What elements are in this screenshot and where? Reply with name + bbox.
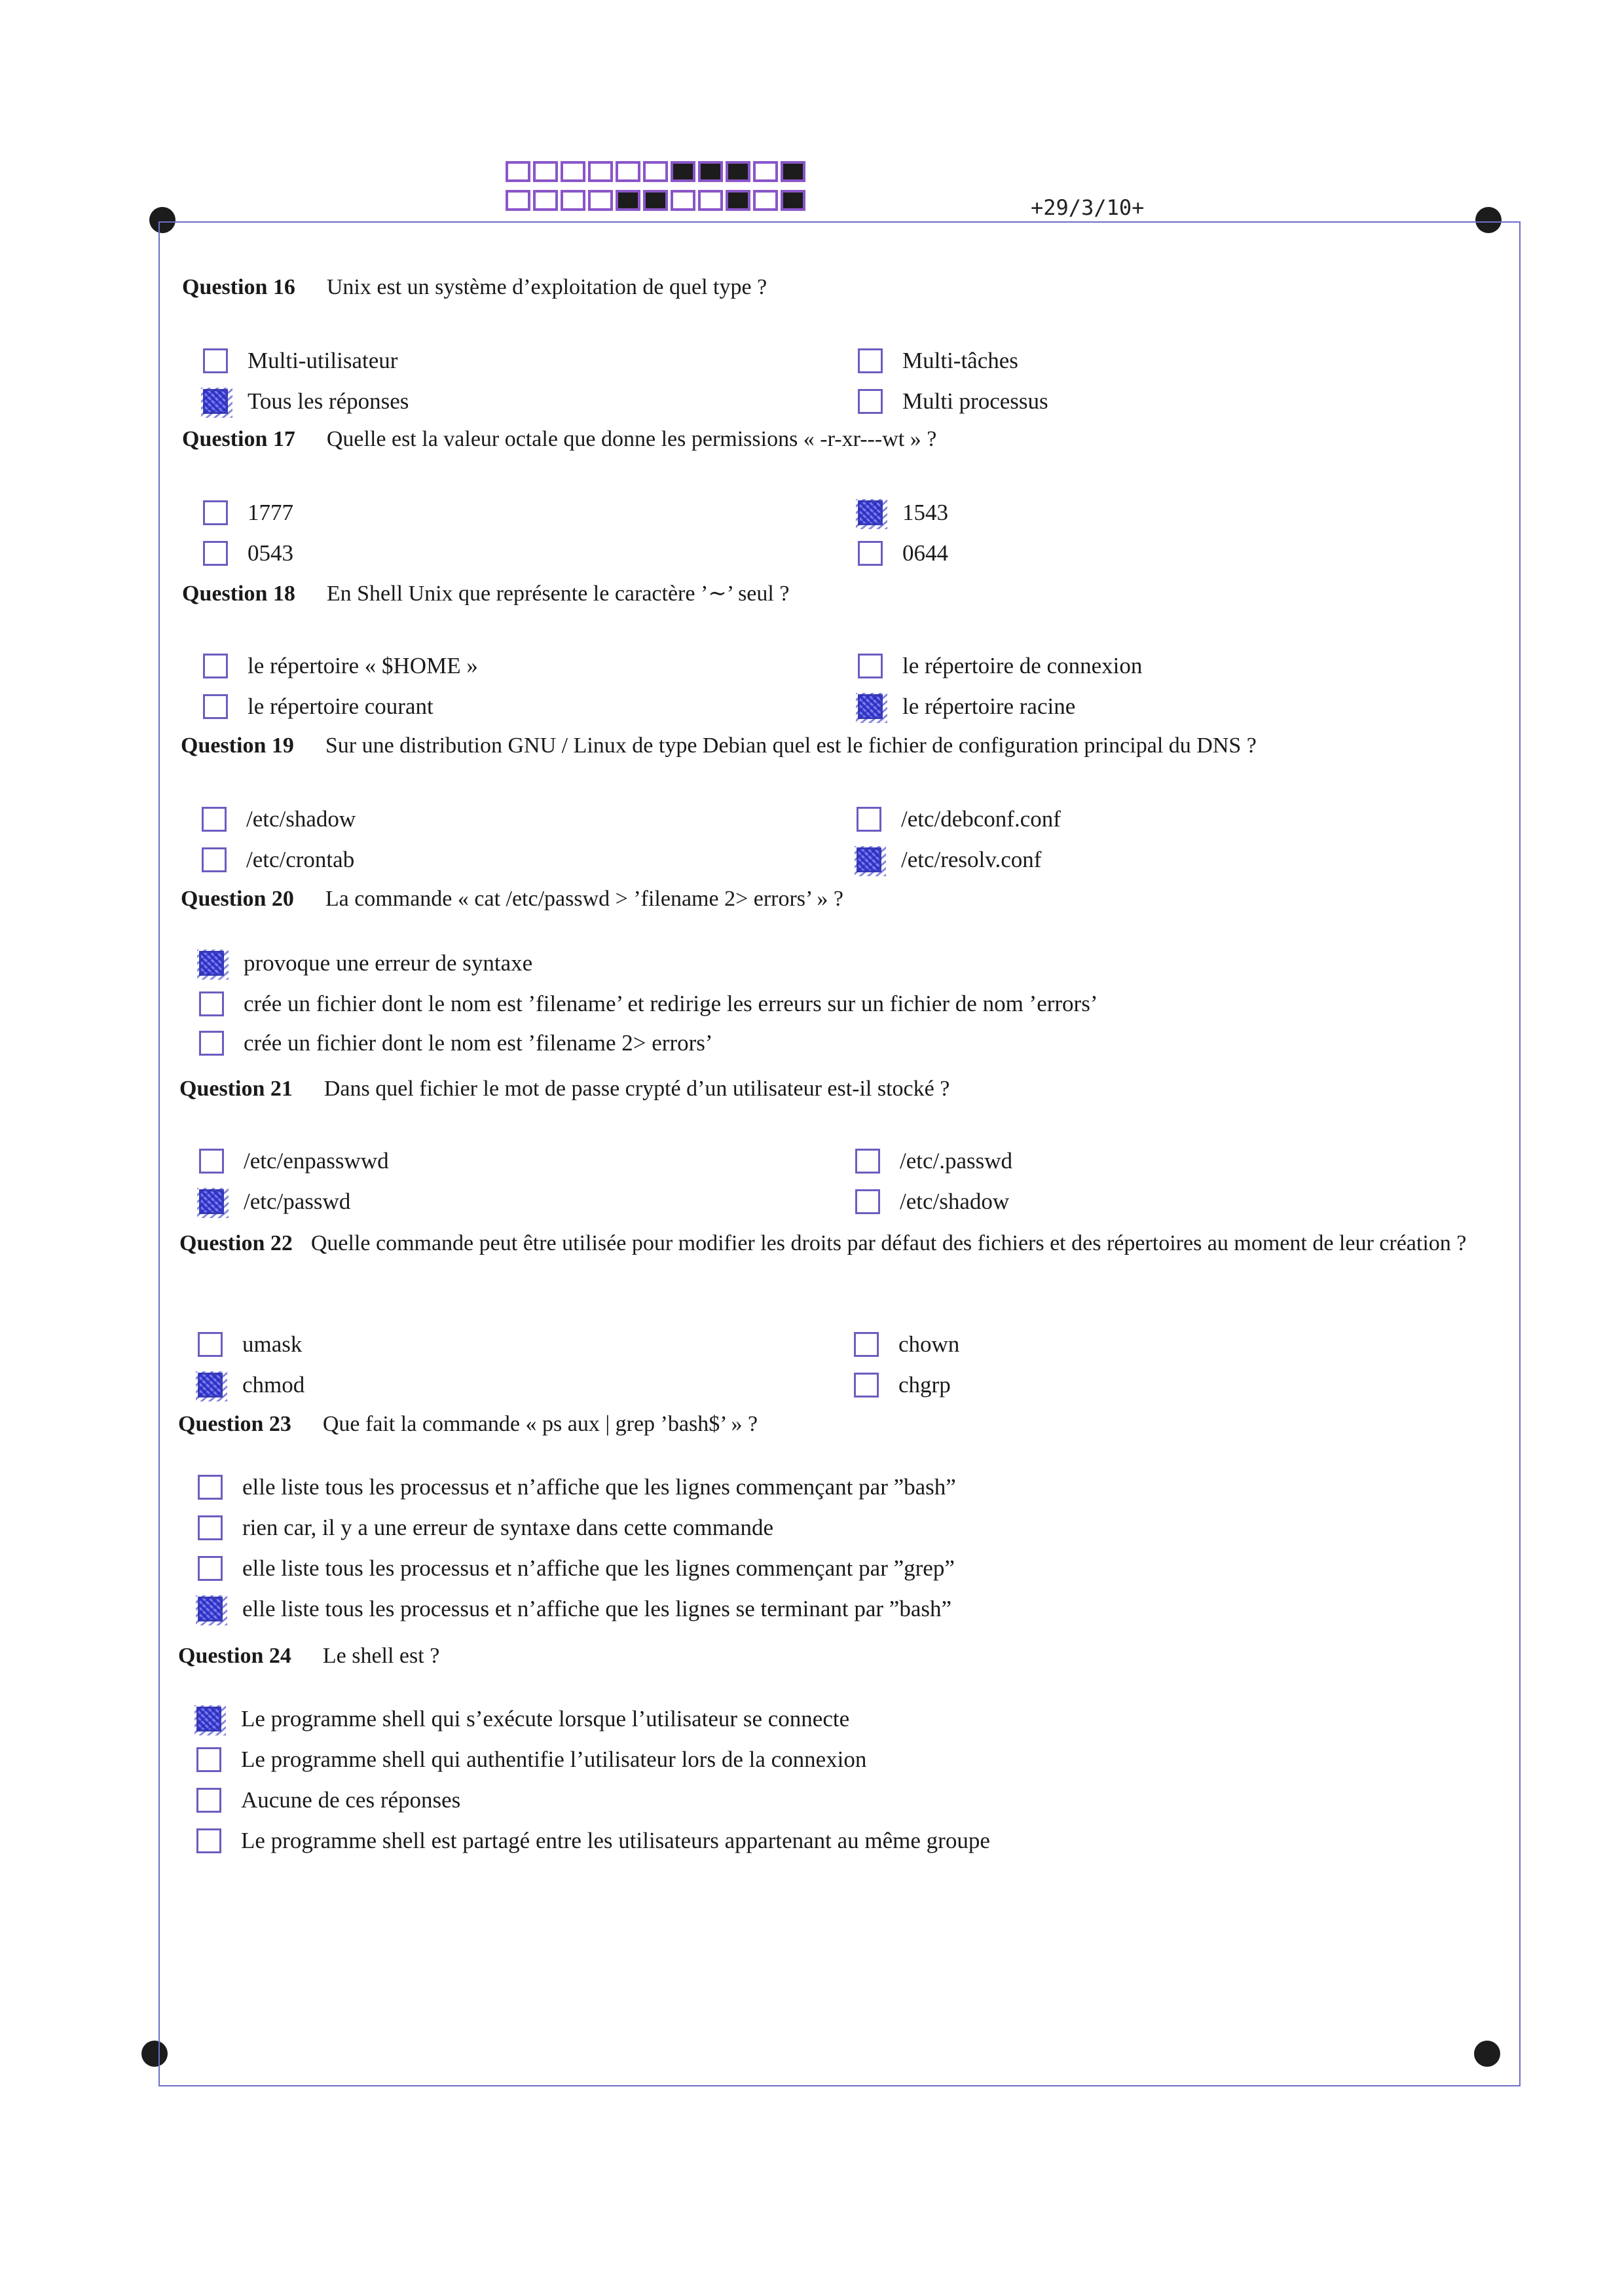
answer-label: elle liste tous les processus et n’affiche que les lignes commençant par ”bash” (242, 1474, 956, 1500)
question-number: Question 22 (179, 1231, 293, 1255)
answer-option[interactable] (198, 1596, 951, 1622)
page-identifier: +29/3/10+ (1031, 195, 1145, 220)
checkbox-checked[interactable] (858, 500, 883, 525)
answer-option[interactable] (202, 806, 356, 832)
code-cell (588, 190, 613, 211)
answer-option[interactable] (858, 348, 1018, 374)
question-text: Quelle commande peut être utilisée pour modifier les droits par défaut des fichiers et des répertoires au moment de leur création ? (310, 1231, 1467, 1255)
answer-label: 0543 (248, 540, 293, 566)
answer-label: /etc/debconf.conf (901, 806, 1061, 832)
answer-option[interactable] (199, 991, 1098, 1017)
answer-option[interactable] (199, 950, 532, 976)
checkbox[interactable] (855, 1189, 880, 1214)
checkbox[interactable] (203, 500, 228, 525)
checkbox[interactable] (854, 1332, 879, 1357)
answer-option[interactable] (858, 653, 1142, 679)
answer-option[interactable] (855, 1148, 1012, 1174)
checkbox[interactable] (855, 1149, 880, 1174)
checkbox[interactable] (196, 1828, 221, 1853)
checkbox[interactable] (199, 1031, 224, 1056)
answer-label: crée un fichier dont le nom est ’filename 2> errors’ (244, 1030, 713, 1056)
code-cell (671, 161, 695, 182)
answer-label: /etc/enpasswwd (244, 1148, 389, 1174)
answer-label: Multi processus (902, 388, 1048, 414)
answer-label: le répertoire racine (902, 694, 1076, 719)
answer-label: Le programme shell qui s’exécute lorsque l’utilisateur se connecte (241, 1706, 850, 1731)
answer-label: elle liste tous les processus et n’affiche que les lignes se terminant par ”bash” (242, 1596, 952, 1621)
code-cell (643, 161, 668, 182)
code-cell (533, 190, 558, 211)
answer-label: le répertoire de connexion (902, 653, 1143, 678)
code-cell (561, 161, 585, 182)
code-cell (781, 161, 805, 182)
question-number: Question 17 (182, 427, 295, 451)
code-cell (726, 161, 750, 182)
checkbox[interactable] (202, 807, 227, 832)
answer-option[interactable] (199, 1030, 713, 1056)
answer-option[interactable] (203, 388, 409, 415)
checkbox[interactable] (198, 1475, 223, 1500)
question-number: Question 24 (178, 1644, 291, 1668)
question-text: La commande « cat /etc/passwd > ’filename 2> errors’ » ? (325, 887, 843, 911)
answer-option[interactable] (854, 1331, 959, 1358)
answer-option[interactable] (203, 500, 293, 526)
checkbox[interactable] (203, 654, 228, 678)
answer-option[interactable] (858, 500, 948, 526)
checkbox[interactable] (854, 1373, 879, 1398)
answer-label: elle liste tous les processus et n’affiche que les lignes commençant par ”grep” (242, 1555, 955, 1581)
answer-option[interactable] (198, 1474, 956, 1500)
checkbox[interactable] (203, 541, 228, 566)
answer-option[interactable] (203, 694, 434, 720)
answer-option[interactable] (203, 348, 397, 374)
question-text: Unix est un système d’exploitation de quel type ? (326, 275, 767, 299)
answer-label: /etc/.passwd (900, 1148, 1013, 1174)
checkbox-checked[interactable] (199, 1189, 224, 1214)
question-text: Sur une distribution GNU / Linux de type Debian quel est le fichier de configuration principal du DNS ? (325, 733, 1257, 758)
question-number: Question 21 (179, 1077, 293, 1101)
answer-label: /etc/crontab (246, 847, 355, 872)
answer-label: umask (242, 1331, 303, 1357)
question-text: Le shell est ? (322, 1644, 440, 1668)
question-header (182, 275, 767, 300)
question-number: Question 19 (181, 733, 294, 758)
question-number: Question 20 (181, 887, 294, 911)
question-number: Question 16 (182, 275, 295, 299)
checkbox[interactable] (857, 807, 881, 832)
answer-label: rien car, il y a une erreur de syntaxe dans cette commande (242, 1515, 773, 1540)
code-cell (753, 190, 778, 211)
answer-label: chmod (242, 1372, 305, 1398)
answer-label: 1543 (902, 500, 948, 525)
answer-option[interactable] (198, 1372, 304, 1398)
question-text: En Shell Unix que représente le caractère ’∼’ seul ? (326, 582, 790, 606)
checkbox-checked[interactable] (203, 389, 228, 414)
answer-option[interactable] (196, 1828, 990, 1854)
question-number: Question 18 (182, 582, 295, 606)
checkbox-checked[interactable] (199, 951, 224, 976)
checkbox[interactable] (199, 1149, 224, 1174)
checkbox[interactable] (858, 348, 883, 373)
answer-label: /etc/shadow (246, 806, 356, 832)
question-header (181, 733, 1257, 758)
checkbox[interactable] (198, 1332, 223, 1357)
checkbox[interactable] (203, 348, 228, 373)
checkbox[interactable] (196, 1788, 221, 1813)
code-cell (698, 190, 723, 211)
checkbox-checked[interactable] (857, 847, 881, 872)
code-row-top (506, 161, 805, 182)
code-cell (506, 161, 530, 182)
checkbox[interactable] (203, 694, 228, 719)
code-cell (616, 161, 640, 182)
answer-option[interactable] (858, 388, 1048, 415)
question-number: Question 23 (178, 1412, 291, 1436)
question-header (182, 580, 789, 606)
code-cell (753, 161, 778, 182)
code-cell (671, 190, 695, 211)
answer-label: Multi-tâches (902, 348, 1018, 373)
answer-option[interactable] (199, 1189, 350, 1215)
answer-label: /etc/passwd (244, 1189, 351, 1214)
code-cell (781, 190, 805, 211)
answer-option[interactable] (198, 1555, 955, 1582)
question-header (178, 1412, 758, 1437)
answer-option[interactable] (855, 1189, 1009, 1215)
code-cell (643, 190, 668, 211)
question-text: Dans quel fichier le mot de passe crypté d’un utilisateur est-il stocké ? (323, 1077, 950, 1101)
answer-option[interactable] (196, 1787, 460, 1813)
answer-label: le répertoire « $HOME » (248, 653, 478, 678)
checkbox[interactable] (202, 847, 227, 872)
answer-option[interactable] (198, 1515, 773, 1541)
answer-label: 1777 (248, 500, 293, 525)
answer-option[interactable] (202, 847, 354, 873)
checkbox-checked[interactable] (196, 1707, 221, 1731)
answer-option[interactable] (196, 1706, 849, 1732)
code-cell (506, 190, 530, 211)
checkbox[interactable] (858, 389, 883, 414)
question-header (182, 427, 936, 452)
checkbox[interactable] (199, 991, 224, 1016)
question-header (178, 1644, 439, 1669)
answer-option[interactable] (199, 1148, 389, 1174)
answer-option[interactable] (857, 806, 1061, 832)
answer-label: Aucune de ces réponses (241, 1787, 461, 1813)
code-cell (616, 190, 640, 211)
answer-label: Le programme shell est partagé entre les utilisateurs appartenant au même groupe (241, 1828, 990, 1853)
answer-label: /etc/resolv.conf (901, 847, 1042, 872)
checkbox[interactable] (196, 1747, 221, 1772)
checkbox-checked[interactable] (198, 1373, 223, 1398)
question-header (179, 1229, 1489, 1259)
answer-option[interactable] (857, 847, 1041, 873)
question-header (181, 887, 843, 912)
code-cell (726, 190, 750, 211)
code-cell (588, 161, 613, 182)
answer-label: chgrp (898, 1372, 951, 1398)
answer-option[interactable] (854, 1372, 951, 1398)
answer-option[interactable] (858, 694, 1075, 720)
checkbox[interactable] (858, 541, 883, 566)
answer-option[interactable] (198, 1331, 302, 1358)
code-row-bottom (506, 190, 805, 211)
checkbox-checked[interactable] (198, 1597, 223, 1621)
answer-label: le répertoire courant (248, 694, 434, 719)
answer-option[interactable] (858, 540, 948, 566)
checkbox[interactable] (198, 1556, 223, 1581)
answer-label: provoque une erreur de syntaxe (244, 950, 533, 976)
answer-option[interactable] (203, 653, 478, 679)
checkbox[interactable] (198, 1515, 223, 1540)
answer-label: 0644 (902, 540, 948, 566)
question-text: Que fait la commande « ps aux | grep ’bash$’ » ? (322, 1412, 758, 1436)
checkbox-checked[interactable] (858, 694, 883, 719)
checkbox[interactable] (858, 654, 883, 678)
code-cell (533, 161, 558, 182)
answer-label: /etc/shadow (900, 1189, 1010, 1214)
answer-option[interactable] (203, 540, 293, 566)
answer-label: Tous les réponses (248, 388, 409, 414)
question-header (179, 1077, 950, 1102)
answer-label: Le programme shell qui authentifie l’utilisateur lors de la connexion (241, 1747, 867, 1772)
answer-label: chown (898, 1331, 960, 1357)
answer-label: crée un fichier dont le nom est ’filename’ et redirige les erreurs sur un fichier de nom ’errors’ (244, 991, 1098, 1016)
answer-label: Multi-utilisateur (248, 348, 398, 373)
code-cell (698, 161, 723, 182)
answer-option[interactable] (196, 1747, 866, 1773)
code-cell (561, 190, 585, 211)
question-text: Quelle est la valeur octale que donne les permissions « -r-xr---wt » ? (326, 427, 937, 451)
